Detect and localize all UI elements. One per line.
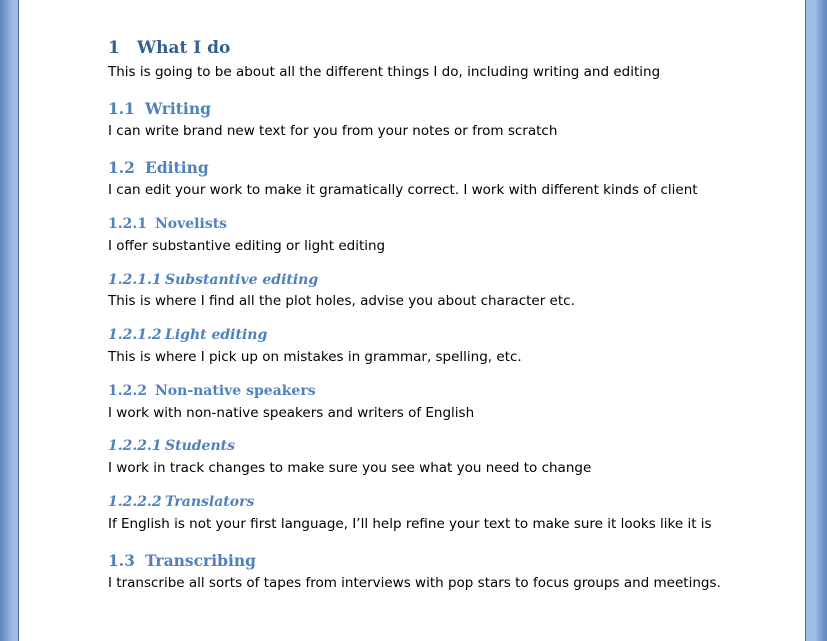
heading-2[interactable] <box>108 99 211 118</box>
paragraph[interactable]: I work with non-native speakers and writers of English <box>108 405 475 421</box>
heading-3[interactable] <box>108 383 316 399</box>
heading-4[interactable] <box>108 327 267 343</box>
heading-number: 1.2.2 <box>108 383 147 399</box>
heading-number: 1.3 <box>108 551 135 570</box>
paragraph[interactable]: I can edit your work to make it gramatically correct. I work with different kinds of client <box>108 182 698 198</box>
heading-title: Editing <box>145 158 209 177</box>
heading-4[interactable] <box>108 494 254 510</box>
heading-number: 1.2.2.1 <box>108 438 162 454</box>
paragraph[interactable]: If English is not your first language, I’ll help refine your text to make sure it looks like it is <box>108 516 712 532</box>
heading-title: Non-native speakers <box>155 383 316 399</box>
heading-2[interactable] <box>108 551 256 570</box>
heading-2[interactable] <box>108 158 209 177</box>
heading-number: 1.1 <box>108 99 135 118</box>
heading-title: What I do <box>137 38 231 58</box>
paragraph[interactable]: This is where I pick up on mistakes in grammar, spelling, etc. <box>108 349 522 365</box>
heading-title: Novelists <box>155 216 228 232</box>
paragraph[interactable]: I transcribe all sorts of tapes from interviews with pop stars to focus groups and meetings. <box>108 575 721 591</box>
paragraph[interactable]: This is going to be about all the different things I do, including writing and editing <box>108 64 661 80</box>
heading-number: 1 <box>108 38 120 58</box>
paragraph[interactable]: This is where I find all the plot holes, advise you about character etc. <box>108 293 575 309</box>
heading-number: 1.2 <box>108 158 135 177</box>
paragraph[interactable]: I work in track changes to make sure you see what you need to change <box>108 460 592 476</box>
heading-title: Substantive editing <box>165 272 319 288</box>
heading-3[interactable] <box>108 216 227 232</box>
heading-1[interactable] <box>108 38 230 58</box>
heading-number: 1.2.1.1 <box>108 272 162 288</box>
heading-title: Students <box>165 438 235 454</box>
paragraph[interactable]: I offer substantive editing or light editing <box>108 238 386 254</box>
heading-4[interactable] <box>108 438 235 454</box>
paragraph[interactable]: I can write brand new text for you from your notes or from scratch <box>108 123 558 139</box>
document-page[interactable] <box>19 0 805 641</box>
heading-title: Light editing <box>165 327 268 343</box>
heading-number: 1.2.1.2 <box>108 327 162 343</box>
heading-number: 1.2.1 <box>108 216 147 232</box>
heading-4[interactable] <box>108 272 318 288</box>
heading-title: Transcribing <box>145 551 256 570</box>
heading-title: Writing <box>145 99 211 118</box>
heading-number: 1.2.2.2 <box>108 494 162 510</box>
heading-title: Translators <box>165 494 255 510</box>
